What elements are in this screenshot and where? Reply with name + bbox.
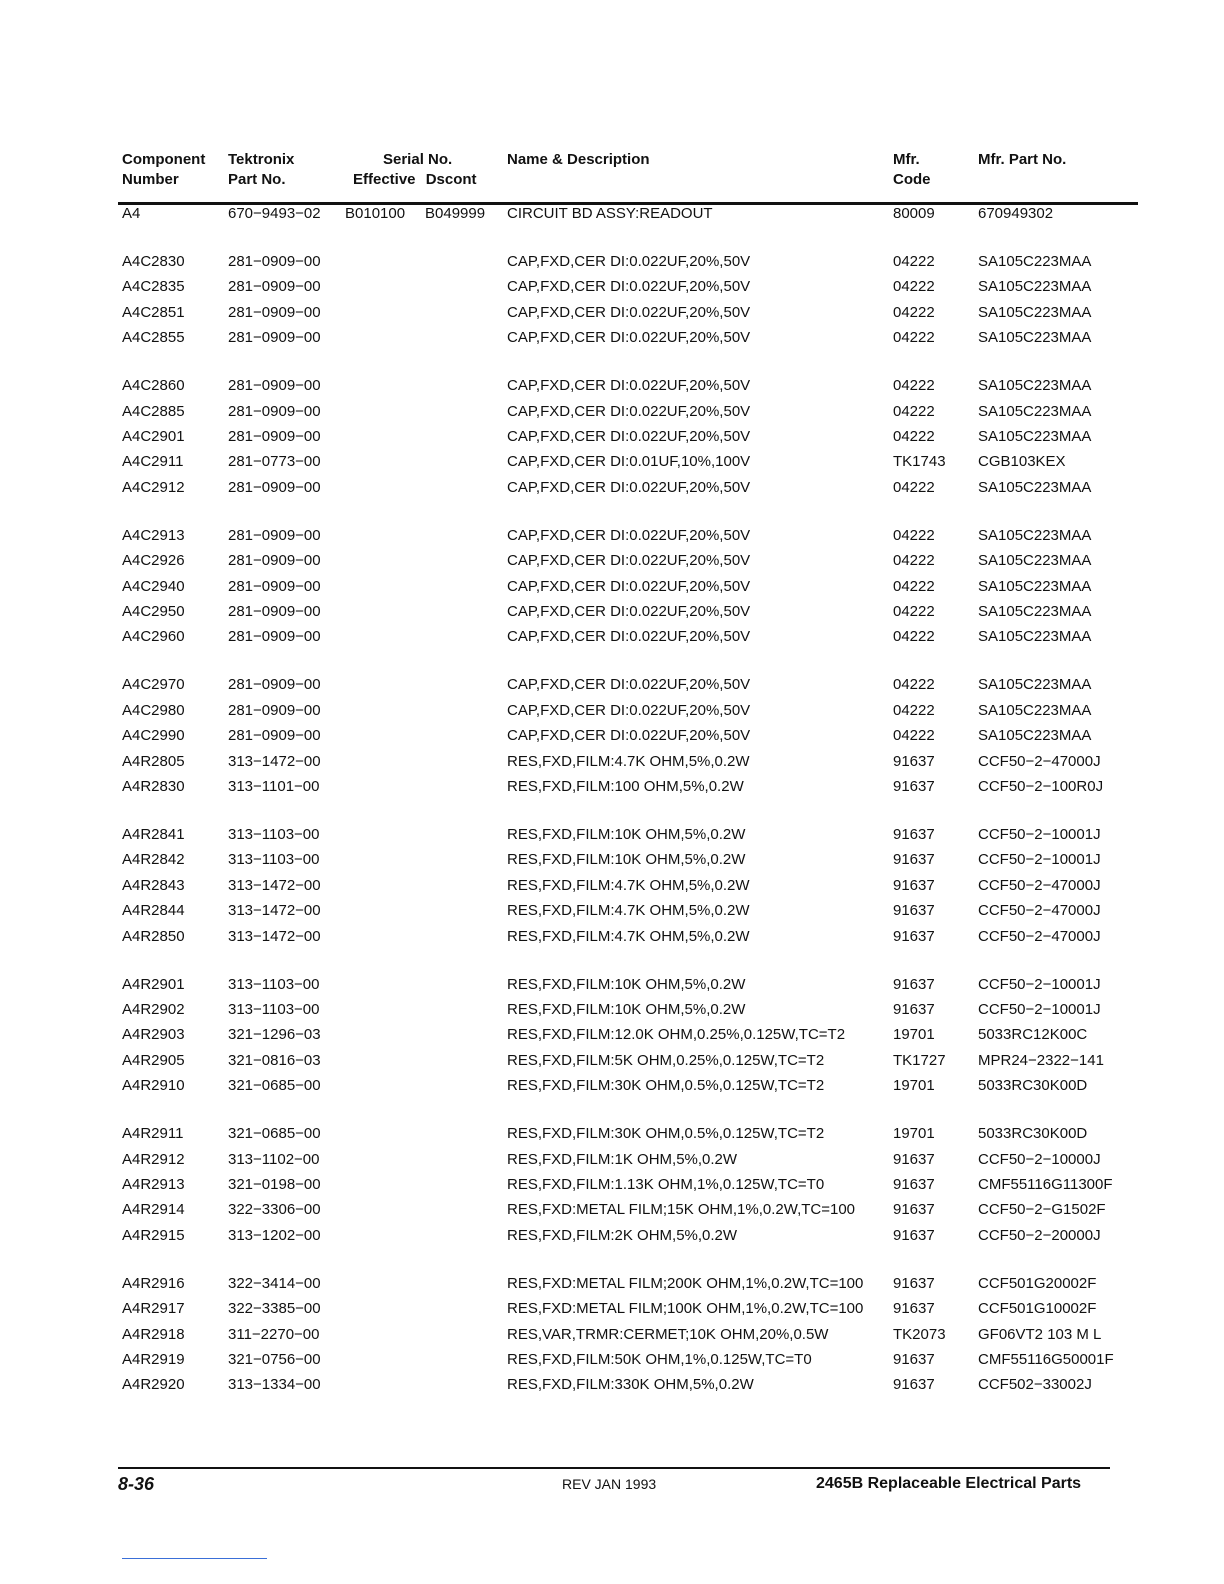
- component-number: A4C2851: [122, 303, 185, 321]
- mfr-code: 91637: [893, 826, 935, 843]
- tektronix-part-number: 313−1472−00: [228, 752, 321, 770]
- mfr-part-number: CCF502−33002J: [978, 1376, 1092, 1394]
- tektronix-part-number: 313−1472−00: [228, 902, 321, 920]
- component-number: A4C2885: [122, 402, 185, 420]
- tektronix-part-number: 281−0909−00: [228, 628, 321, 646]
- mfr-part-number: SA105C223MAA: [978, 676, 1092, 694]
- table-row: [0, 326, 1224, 350]
- table-row: [0, 724, 1224, 748]
- mfr-code: TK1743: [893, 453, 946, 471]
- table-row: [0, 925, 1224, 949]
- mfr-code: 80009: [893, 205, 935, 222]
- mfr-part-number: SA105C223MAA: [978, 701, 1092, 719]
- header-effective: Effective: [353, 171, 416, 188]
- name-description: RES,FXD,FILM:10K OHM,5%,0.2W: [507, 975, 746, 993]
- tektronix-part-number: 313−1103−00: [228, 1001, 320, 1018]
- component-number: A4C2990: [122, 727, 185, 745]
- table-row: [0, 476, 1224, 500]
- mfr-part-number: CCF50−2−10001J: [978, 826, 1101, 843]
- name-description: RES,FXD,FILM:1.13K OHM,1%,0.125W,TC=T0: [507, 1176, 825, 1193]
- tektronix-part-number: 281−0909−00: [228, 377, 321, 395]
- footer-rule: [118, 1467, 1110, 1469]
- tektronix-part-number: 670−9493−02: [228, 205, 321, 222]
- component-number: A4C2960: [122, 628, 185, 646]
- mfr-code: 91637: [893, 1274, 935, 1292]
- mfr-code: 19701: [893, 1125, 935, 1143]
- mfr-part-number: GF06VT2 103 M L: [978, 1325, 1102, 1343]
- mfr-code: 04222: [893, 526, 935, 544]
- tektronix-part-number: 281−0773−00: [228, 453, 321, 471]
- tektronix-part-number: 313−1472−00: [228, 876, 321, 894]
- name-description: CAP,FXD,CER DI:0.022UF,20%,50V: [507, 577, 751, 595]
- table-row: [0, 1023, 1224, 1047]
- mfr-part-number: SA105C223MAA: [978, 303, 1092, 321]
- name-description: CAP,FXD,CER DI:0.022UF,20%,50V: [507, 478, 751, 496]
- name-description: CAP,FXD,CER DI:0.022UF,20%,50V: [507, 402, 751, 420]
- mfr-part-number: CMF55116G50001F: [978, 1351, 1114, 1368]
- decorative-line: [122, 1558, 267, 1559]
- tektronix-part-number: 321−0756−00: [228, 1351, 321, 1368]
- mfr-part-number: SA105C223MAA: [978, 377, 1092, 395]
- mfr-code: 91637: [893, 752, 935, 770]
- mfr-part-number: 5033RC12K00C: [978, 1026, 1088, 1044]
- mfr-part-number: CCF501G10002F: [978, 1300, 1097, 1318]
- name-description: RES,FXD,FILM:4.7K OHM,5%,0.2W: [507, 927, 750, 945]
- mfr-code: 04222: [893, 428, 935, 445]
- component-number: A4C2913: [122, 526, 185, 544]
- mfr-code: 04222: [893, 628, 935, 646]
- component-number: A4R2919: [122, 1351, 185, 1368]
- mfr-code: 19701: [893, 1077, 935, 1095]
- table-row: [0, 973, 1224, 997]
- name-description: RES,FXD,FILM:4.7K OHM,5%,0.2W: [507, 876, 750, 894]
- tektronix-part-number: 321−0816−03: [228, 1051, 321, 1069]
- mfr-part-number: CCF50−2−47000J: [978, 876, 1101, 894]
- tektronix-part-number: 281−0909−00: [228, 428, 321, 445]
- tektronix-part-number: 281−0909−00: [228, 526, 321, 544]
- mfr-part-number: 5033RC30K00D: [978, 1077, 1088, 1095]
- table-row: [0, 823, 1224, 847]
- tektronix-part-number: 313−1103−00: [228, 975, 320, 993]
- header-name-description: Name & Description: [507, 151, 650, 168]
- mfr-part-number: CCF50−2−47000J: [978, 927, 1101, 945]
- table-row: [0, 848, 1224, 872]
- tektronix-part-number: 311−2270−00: [228, 1325, 320, 1343]
- mfr-part-number: SA105C223MAA: [978, 428, 1092, 445]
- mfr-part-number: CCF50−2−20000J: [978, 1226, 1101, 1244]
- mfr-code: 04222: [893, 577, 935, 595]
- name-description: RES,FXD,FILM:330K OHM,5%,0.2W: [507, 1376, 754, 1394]
- table-row: [0, 1173, 1224, 1197]
- component-number: A4R2844: [122, 902, 185, 920]
- table-row: [0, 1272, 1224, 1296]
- mfr-part-number: 5033RC30K00D: [978, 1125, 1088, 1143]
- tektronix-part-number: 321−0198−00: [228, 1176, 321, 1193]
- name-description: CAP,FXD,CER DI:0.022UF,20%,50V: [507, 526, 751, 544]
- name-description: RES,FXD,FILM:4.7K OHM,5%,0.2W: [507, 902, 750, 920]
- tektronix-part-number: 313−1103−00: [228, 851, 320, 869]
- name-description: CAP,FXD,CER DI:0.022UF,20%,50V: [507, 552, 751, 570]
- table-row: [0, 998, 1224, 1022]
- mfr-code: 04222: [893, 552, 935, 570]
- mfr-part-number: CCF50−2−47000J: [978, 902, 1101, 920]
- mfr-code: 04222: [893, 676, 935, 694]
- table-row: [0, 374, 1224, 398]
- mfr-part-number: CCF50−2−10000J: [978, 1150, 1101, 1168]
- mfr-code: 04222: [893, 402, 935, 420]
- component-number: A4C2980: [122, 701, 185, 719]
- component-number: A4C2901: [122, 428, 185, 445]
- tektronix-part-number: 313−1334−00: [228, 1376, 321, 1394]
- name-description: RES,FXD,FILM:10K OHM,5%,0.2W: [507, 851, 746, 869]
- component-number: A4C2926: [122, 552, 185, 570]
- component-number: A4R2850: [122, 927, 185, 945]
- serial-effective: B010100: [345, 205, 406, 222]
- mfr-code: 91637: [893, 1351, 935, 1368]
- component-number: A4R2920: [122, 1376, 185, 1394]
- table-row: [0, 450, 1224, 474]
- component-number: A4C2912: [122, 478, 185, 496]
- page-number: 8-36: [118, 1474, 155, 1494]
- table-row: [0, 1198, 1224, 1222]
- tektronix-part-number: 281−0909−00: [228, 253, 321, 270]
- component-number: A4R2912: [122, 1150, 185, 1168]
- tektronix-part-number: 313−1102−00: [228, 1150, 320, 1168]
- table-row: [0, 575, 1224, 599]
- table-row: [0, 250, 1224, 274]
- component-number: A4C2830: [122, 253, 185, 270]
- mfr-part-number: CCF50−2−G1502F: [978, 1201, 1106, 1219]
- mfr-part-number: SA105C223MAA: [978, 478, 1092, 496]
- component-number: A4R2917: [122, 1300, 185, 1318]
- header-mfr-code: Mfr. Code: [893, 151, 931, 188]
- mfr-code: 91637: [893, 876, 935, 894]
- header-dscont: Dscont: [425, 171, 477, 188]
- revision-date: REV JAN 1993: [562, 1476, 657, 1492]
- table-row: [0, 1373, 1224, 1397]
- table-row: [0, 275, 1224, 299]
- table-row: [0, 425, 1224, 449]
- mfr-code: 04222: [893, 377, 935, 395]
- component-number: A4R2843: [122, 876, 185, 894]
- name-description: CAP,FXD,CER DI:0.022UF,20%,50V: [507, 428, 751, 445]
- table-row: [0, 400, 1224, 424]
- name-description: RES,FXD,FILM:4.7K OHM,5%,0.2W: [507, 752, 750, 770]
- name-description: CAP,FXD,CER DI:0.022UF,20%,50V: [507, 377, 751, 395]
- component-number: A4R2915: [122, 1226, 185, 1244]
- component-number: A4R2914: [122, 1201, 185, 1219]
- name-description: RES,FXD:METAL FILM;15K OHM,1%,0.2W,TC=100: [507, 1201, 856, 1219]
- mfr-code: 04222: [893, 701, 935, 719]
- component-number: A4R2841: [122, 826, 185, 843]
- component-number: A4R2905: [122, 1051, 185, 1069]
- tektronix-part-number: 281−0909−00: [228, 701, 321, 719]
- mfr-part-number: 670949302: [978, 205, 1054, 222]
- mfr-code: 04222: [893, 727, 935, 745]
- mfr-part-number: CCF50−2−47000J: [978, 752, 1101, 770]
- mfr-code: 04222: [893, 603, 935, 620]
- mfr-part-number: CGB103KEX: [978, 453, 1066, 471]
- component-number: A4R2901: [122, 975, 185, 993]
- table-row: [0, 524, 1224, 548]
- name-description: CAP,FXD,CER DI:0.01UF,10%,100V: [507, 453, 751, 471]
- mfr-part-number: SA105C223MAA: [978, 278, 1092, 296]
- name-description: RES,FXD:METAL FILM;200K OHM,1%,0.2W,TC=100: [507, 1274, 864, 1292]
- mfr-code: 91637: [893, 902, 935, 920]
- name-description: CAP,FXD,CER DI:0.022UF,20%,50V: [507, 628, 751, 646]
- mfr-code: 04222: [893, 253, 935, 270]
- component-number: A4C2860: [122, 377, 185, 395]
- component-number: A4R2918: [122, 1325, 185, 1343]
- component-number: A4R2903: [122, 1026, 185, 1044]
- tektronix-part-number: 322−3414−00: [228, 1274, 321, 1292]
- name-description: CAP,FXD,CER DI:0.022UF,20%,50V: [507, 727, 751, 745]
- table-row: [0, 1148, 1224, 1172]
- table-row: [0, 202, 1224, 226]
- table-row: [0, 600, 1224, 624]
- header-serial-no: Serial No. Effective Dscont: [353, 151, 477, 188]
- mfr-code: 91637: [893, 1376, 935, 1394]
- component-number: A4R2830: [122, 778, 185, 795]
- component-number: A4: [122, 205, 141, 222]
- tektronix-part-number: 322−3385−00: [228, 1300, 321, 1318]
- mfr-code: 91637: [893, 1300, 935, 1318]
- mfr-part-number: SA105C223MAA: [978, 329, 1092, 347]
- component-number: A4C2940: [122, 577, 185, 595]
- document-title: 2465B Replaceable Electrical Parts: [816, 1475, 1082, 1492]
- name-description: RES,FXD,FILM:1K OHM,5%,0.2W: [507, 1150, 738, 1168]
- component-number: A4C2911: [122, 453, 184, 471]
- mfr-code: 91637: [893, 851, 935, 869]
- name-description: RES,FXD,FILM:30K OHM,0.5%,0.125W,TC=T2: [507, 1125, 825, 1143]
- component-number: A4R2910: [122, 1077, 185, 1095]
- mfr-code: 19701: [893, 1026, 935, 1044]
- tektronix-part-number: 281−0909−00: [228, 603, 321, 620]
- mfr-part-number: MPR24−2322−141: [978, 1051, 1104, 1069]
- tektronix-part-number: 313−1103−00: [228, 826, 320, 843]
- table-row: [0, 1323, 1224, 1347]
- mfr-code: 91637: [893, 1150, 935, 1168]
- tektronix-part-number: 313−1101−00: [228, 778, 320, 795]
- component-number: A4C2970: [122, 676, 185, 694]
- component-number: A4R2913: [122, 1176, 185, 1193]
- name-description: CAP,FXD,CER DI:0.022UF,20%,50V: [507, 303, 751, 321]
- table-row: [0, 301, 1224, 325]
- mfr-part-number: CCF50−2−10001J: [978, 851, 1101, 869]
- mfr-code: 91637: [893, 1176, 935, 1193]
- name-description: RES,VAR,TRMR:CERMET;10K OHM,20%,0.5W: [507, 1325, 829, 1343]
- table-row: [0, 1348, 1224, 1372]
- table-row: [0, 1224, 1224, 1248]
- table-row: [0, 1074, 1224, 1098]
- tektronix-part-number: 281−0909−00: [228, 727, 321, 745]
- mfr-part-number: SA105C223MAA: [978, 526, 1092, 544]
- mfr-part-number: CCF501G20002F: [978, 1274, 1097, 1292]
- tektronix-part-number: 281−0909−00: [228, 278, 321, 296]
- table-row: [0, 874, 1224, 898]
- serial-discontinued: B049999: [425, 205, 486, 222]
- table-row: [0, 625, 1224, 649]
- mfr-part-number: SA105C223MAA: [978, 552, 1092, 570]
- tektronix-part-number: 281−0909−00: [228, 303, 321, 321]
- name-description: CAP,FXD,CER DI:0.022UF,20%,50V: [507, 278, 751, 296]
- name-description: CAP,FXD,CER DI:0.022UF,20%,50V: [507, 253, 751, 270]
- header-component-number: Component Number: [122, 151, 206, 188]
- name-description: CAP,FXD,CER DI:0.022UF,20%,50V: [507, 329, 751, 347]
- name-description: CAP,FXD,CER DI:0.022UF,20%,50V: [507, 676, 751, 694]
- component-number: A4R2902: [122, 1001, 185, 1018]
- tektronix-part-number: 281−0909−00: [228, 478, 321, 496]
- tektronix-part-number: 321−0685−00: [228, 1125, 321, 1143]
- table-row: [0, 1049, 1224, 1073]
- component-number: A4R2842: [122, 851, 185, 869]
- component-number: A4C2835: [122, 278, 185, 296]
- mfr-code: 04222: [893, 329, 935, 347]
- tektronix-part-number: 313−1202−00: [228, 1226, 321, 1244]
- mfr-code: 91637: [893, 1001, 935, 1018]
- component-number: A4R2911: [122, 1125, 184, 1143]
- name-description: RES,FXD,FILM:10K OHM,5%,0.2W: [507, 1001, 746, 1018]
- mfr-part-number: CMF55116G11300F: [978, 1176, 1113, 1193]
- component-number: A4R2916: [122, 1274, 185, 1292]
- mfr-code: 04222: [893, 303, 935, 321]
- mfr-part-number: SA105C223MAA: [978, 603, 1092, 620]
- name-description: RES,FXD:METAL FILM;100K OHM,1%,0.2W,TC=100: [507, 1300, 864, 1318]
- name-description: RES,FXD,FILM:30K OHM,0.5%,0.125W,TC=T2: [507, 1077, 825, 1095]
- header-tektronix-part-no: Tektronix Part No.: [228, 151, 295, 188]
- mfr-code: TK2073: [893, 1325, 946, 1343]
- name-description: RES,FXD,FILM:50K OHM,1%,0.125W,TC=T0: [507, 1351, 812, 1368]
- tektronix-part-number: 322−3306−00: [228, 1201, 321, 1219]
- mfr-part-number: CCF50−2−100R0J: [978, 778, 1104, 795]
- mfr-code: 91637: [893, 1201, 935, 1219]
- mfr-part-number: SA105C223MAA: [978, 253, 1092, 270]
- table-row: [0, 899, 1224, 923]
- name-description: RES,FXD,FILM:10K OHM,5%,0.2W: [507, 826, 746, 843]
- table-row: [0, 1297, 1224, 1321]
- table-row: [0, 1122, 1224, 1146]
- mfr-code: 04222: [893, 478, 935, 496]
- tektronix-part-number: 313−1472−00: [228, 927, 321, 945]
- mfr-code: 04222: [893, 278, 935, 296]
- tektronix-part-number: 321−1296−03: [228, 1026, 321, 1044]
- name-description: RES,FXD,FILM:5K OHM,0.25%,0.125W,TC=T2: [507, 1051, 825, 1069]
- mfr-code: 91637: [893, 1226, 935, 1244]
- tektronix-part-number: 281−0909−00: [228, 676, 321, 694]
- table-row: [0, 549, 1224, 573]
- mfr-part-number: CCF50−2−10001J: [978, 1001, 1101, 1018]
- mfr-code: 91637: [893, 927, 935, 945]
- table-row: [0, 775, 1224, 799]
- tektronix-part-number: 281−0909−00: [228, 402, 321, 420]
- name-description: RES,FXD,FILM:100 OHM,5%,0.2W: [507, 778, 744, 795]
- mfr-code: 91637: [893, 975, 935, 993]
- mfr-code: 91637: [893, 778, 935, 795]
- mfr-part-number: SA105C223MAA: [978, 727, 1092, 745]
- mfr-part-number: SA105C223MAA: [978, 577, 1092, 595]
- header-mfr-part-no: Mfr. Part No.: [978, 151, 1067, 168]
- component-number: A4C2855: [122, 329, 185, 347]
- component-number: A4C2950: [122, 603, 185, 620]
- mfr-part-number: SA105C223MAA: [978, 628, 1092, 646]
- mfr-code: TK1727: [893, 1051, 946, 1069]
- table-row: [0, 699, 1224, 723]
- name-description: CAP,FXD,CER DI:0.022UF,20%,50V: [507, 603, 751, 620]
- tektronix-part-number: 281−0909−00: [228, 329, 321, 347]
- table-row: [0, 673, 1224, 697]
- name-description: CIRCUIT BD ASSY:READOUT: [507, 205, 713, 222]
- mfr-part-number: CCF50−2−10001J: [978, 975, 1101, 993]
- tektronix-part-number: 281−0909−00: [228, 552, 321, 570]
- name-description: RES,FXD,FILM:2K OHM,5%,0.2W: [507, 1226, 738, 1244]
- name-description: RES,FXD,FILM:12.0K OHM,0.25%,0.125W,TC=T2: [507, 1026, 846, 1044]
- component-number: A4R2805: [122, 752, 185, 770]
- tektronix-part-number: 281−0909−00: [228, 577, 321, 595]
- table-row: [0, 750, 1224, 774]
- name-description: CAP,FXD,CER DI:0.022UF,20%,50V: [507, 701, 751, 719]
- mfr-part-number: SA105C223MAA: [978, 402, 1092, 420]
- tektronix-part-number: 321−0685−00: [228, 1077, 321, 1095]
